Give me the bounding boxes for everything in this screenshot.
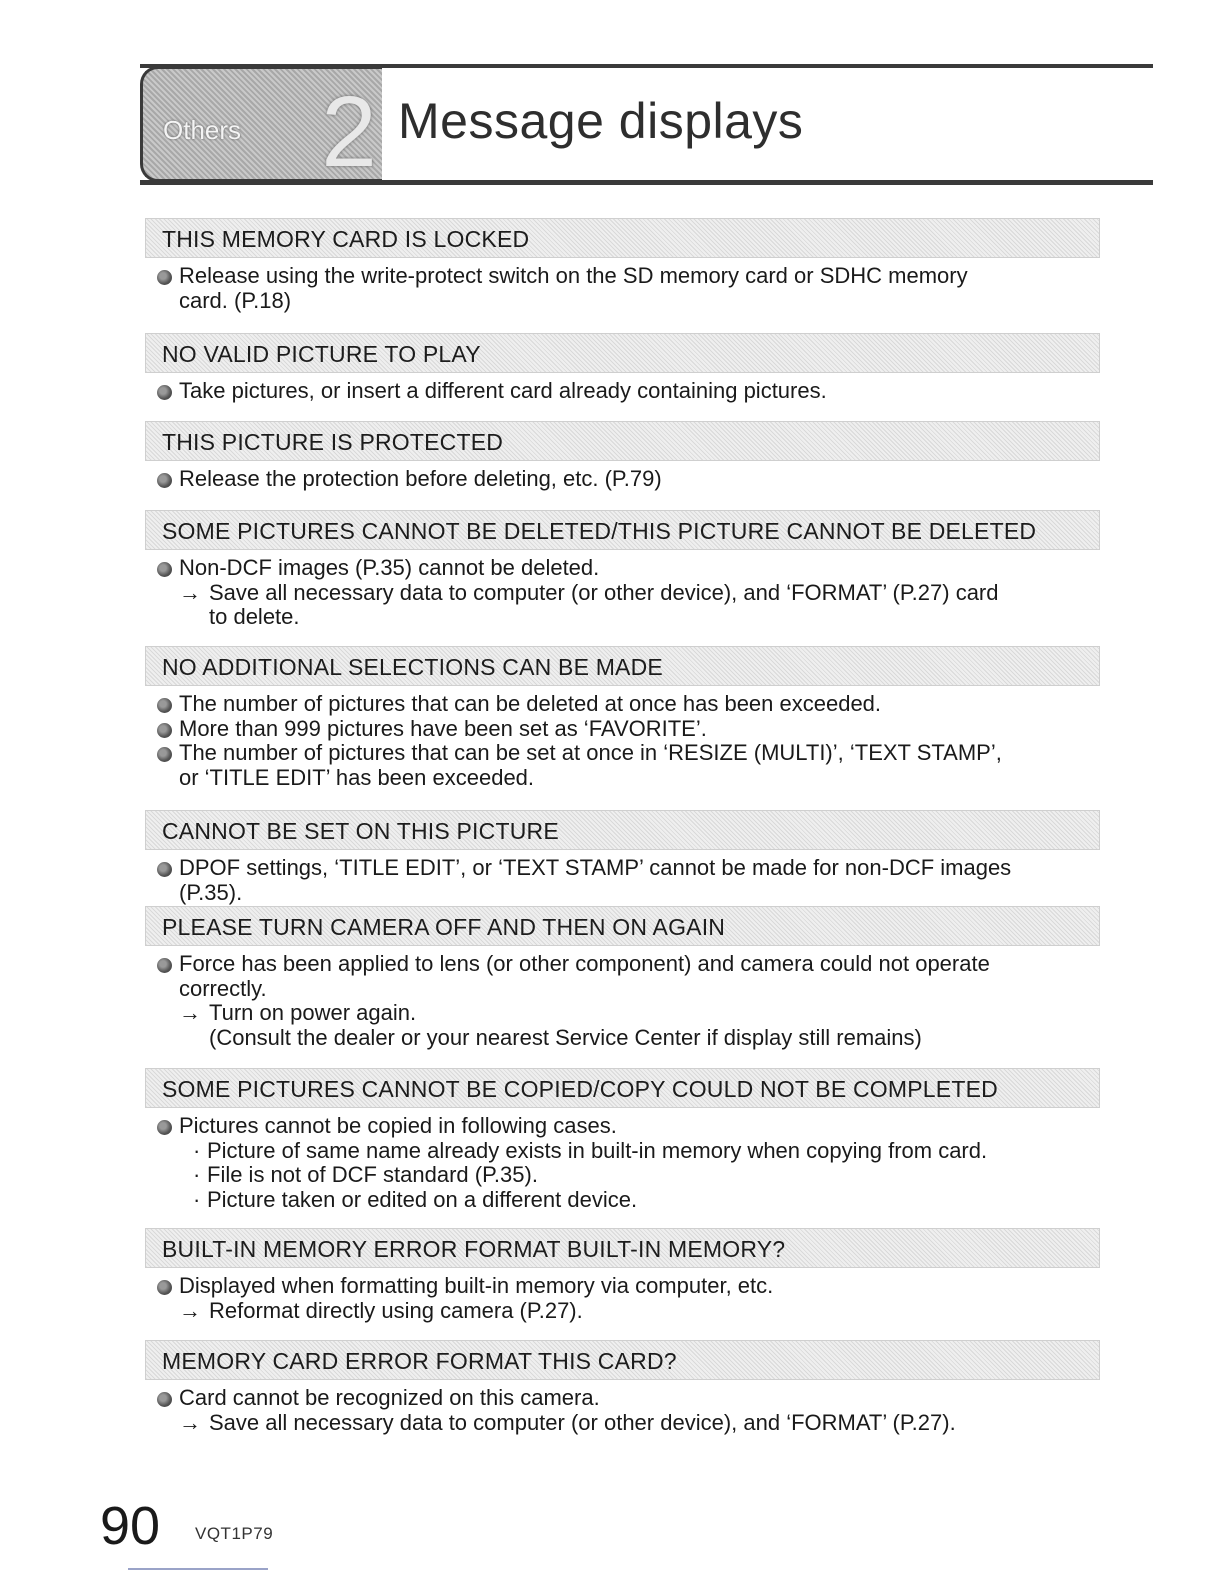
message-section [145, 1340, 1100, 1435]
line-text: The number of pictures that can be deleted at once has been exceeded. [179, 691, 882, 716]
line-text: File is not of DCF standard (P.35). [207, 1162, 538, 1187]
arrow-icon: → [179, 1000, 201, 1025]
line-text: Release using the write-protect switch on the SD memory card or SDHC memory [179, 263, 968, 288]
continuation-line [157, 977, 1100, 1002]
bullet-icon [157, 1280, 172, 1295]
footer-rule [128, 1568, 268, 1570]
line-text: Reformat directly using camera (P.27). [209, 1297, 583, 1323]
message-heading: THIS PICTURE IS PROTECTED [145, 421, 1100, 461]
continuation-line [157, 766, 1100, 791]
bullet-icon [157, 723, 172, 738]
bullet-item [157, 467, 1100, 492]
bullet-item [157, 692, 1100, 717]
page-number: 90 [100, 1496, 161, 1556]
sub-bullet-item [157, 1188, 1100, 1213]
line-text: Save all necessary data to computer (or other device), and ‘FORMAT’ (P.27) card [209, 579, 999, 605]
sub-bullet-icon: · [193, 1137, 201, 1163]
line-text: or ‘TITLE EDIT’ has been exceeded. [179, 764, 535, 790]
bullet-item [157, 952, 1100, 977]
message-heading: CANNOT BE SET ON THIS PICTURE [145, 810, 1100, 850]
continuation-line [157, 605, 1100, 630]
bullet-item [157, 717, 1100, 742]
message-heading: THIS MEMORY CARD IS LOCKED [145, 218, 1100, 258]
line-text: Force has been applied to lens (or other component) and camera could not operate [179, 951, 990, 976]
bullet-icon [157, 698, 172, 713]
document-code: VQT1P79 [195, 1524, 274, 1543]
line-text: card. (P.18) [179, 287, 292, 313]
continuation-line [157, 881, 1100, 906]
bullet-icon [157, 1120, 172, 1135]
arrow-item [157, 1001, 1100, 1026]
line-text: to delete. [209, 604, 300, 629]
message-body [145, 264, 1100, 313]
chapter-tab [140, 66, 382, 188]
bullet-item [157, 856, 1100, 881]
bullet-icon [157, 270, 172, 285]
sub-bullet-item [157, 1163, 1100, 1188]
line-text: (Consult the dealer or your nearest Service Center if display still remains) [209, 1024, 922, 1050]
line-text: Picture taken or edited on a different device. [207, 1186, 638, 1212]
continuation-line [157, 1026, 1100, 1051]
line-text: Take pictures, or insert a different card already containing pictures. [179, 378, 827, 403]
line-text: Release the protection before deleting, etc. (P.79) [179, 466, 662, 491]
chapter-number: 2 [321, 76, 377, 188]
bullet-item [157, 379, 1100, 404]
line-text: Pictures cannot be copied in following cases. [179, 1113, 617, 1138]
bullet-icon [157, 958, 172, 973]
message-body [145, 1274, 1100, 1323]
bullet-item [157, 741, 1100, 766]
message-section [145, 333, 1100, 404]
message-body [145, 1386, 1100, 1435]
bullet-icon [157, 1392, 172, 1407]
continuation-line [157, 289, 1100, 314]
page-title: Message displays [398, 93, 804, 149]
line-text: More than 999 pictures have been set as ‘FAVORITE’. [179, 715, 707, 741]
message-heading: NO ADDITIONAL SELECTIONS CAN BE MADE [145, 646, 1100, 686]
sub-bullet-item [157, 1139, 1100, 1164]
bullet-item [157, 264, 1100, 289]
bullet-icon [157, 862, 172, 877]
message-heading: NO VALID PICTURE TO PLAY [145, 333, 1100, 373]
line-text: Card cannot be recognized on this camera. [179, 1385, 600, 1410]
message-section [145, 510, 1100, 630]
line-text: Non-DCF images (P.35) cannot be deleted. [179, 555, 600, 580]
message-section [145, 421, 1100, 492]
arrow-item [157, 581, 1100, 606]
line-text: Picture of same name already exists in built-in memory when copying from card. [207, 1137, 988, 1163]
arrow-icon: → [179, 1297, 201, 1323]
arrow-item [157, 1299, 1100, 1324]
message-section [145, 218, 1100, 313]
message-section [145, 906, 1100, 1050]
message-body [145, 1114, 1100, 1212]
bullet-item [157, 1274, 1100, 1299]
chapter-tab-label: Others [163, 115, 242, 145]
bullet-icon [157, 473, 172, 488]
message-section [145, 1068, 1100, 1212]
message-body [145, 379, 1100, 404]
bullet-icon [157, 747, 172, 762]
message-section [145, 810, 1100, 905]
bullet-icon [157, 562, 172, 577]
arrow-icon: → [179, 1409, 201, 1435]
arrow-icon: → [179, 579, 201, 605]
message-body [145, 952, 1100, 1050]
sub-bullet-icon: · [193, 1186, 201, 1212]
line-text: correctly. [179, 975, 267, 1001]
message-section [145, 1228, 1100, 1323]
line-text: Displayed when formatting built-in memory via computer, etc. [179, 1273, 774, 1298]
line-text: Save all necessary data to computer (or other device), and ‘FORMAT’ (P.27). [209, 1409, 956, 1435]
message-heading: PLEASE TURN CAMERA OFF AND THEN ON AGAIN [145, 906, 1100, 946]
message-heading: SOME PICTURES CANNOT BE DELETED/THIS PICTURE CANNOT BE DELETED [145, 510, 1100, 550]
arrow-item [157, 1411, 1100, 1436]
bullet-item [157, 1386, 1100, 1411]
bullet-item [157, 1114, 1100, 1139]
line-text: The number of pictures that can be set at once in ‘RESIZE (MULTI)’, ‘TEXT STAMP’, [179, 740, 1002, 765]
message-heading: MEMORY CARD ERROR FORMAT THIS CARD? [145, 1340, 1100, 1380]
message-heading: BUILT-IN MEMORY ERROR FORMAT BUILT-IN MEMORY? [145, 1228, 1100, 1268]
message-body [145, 856, 1100, 905]
chapter-header [140, 62, 1153, 186]
message-body [145, 692, 1100, 790]
bullet-icon [157, 385, 172, 400]
line-text: DPOF settings, ‘TITLE EDIT’, or ‘TEXT STAMP’ cannot be made for non-DCF images [179, 855, 1012, 880]
line-text: Turn on power again. [209, 1000, 417, 1025]
message-heading: SOME PICTURES CANNOT BE COPIED/COPY COULD NOT BE COMPLETED [145, 1068, 1100, 1108]
message-body [145, 467, 1100, 492]
sub-bullet-icon: · [193, 1162, 201, 1187]
message-section [145, 646, 1100, 790]
message-body [145, 556, 1100, 630]
line-text: (P.35). [179, 879, 243, 905]
bullet-item [157, 556, 1100, 581]
